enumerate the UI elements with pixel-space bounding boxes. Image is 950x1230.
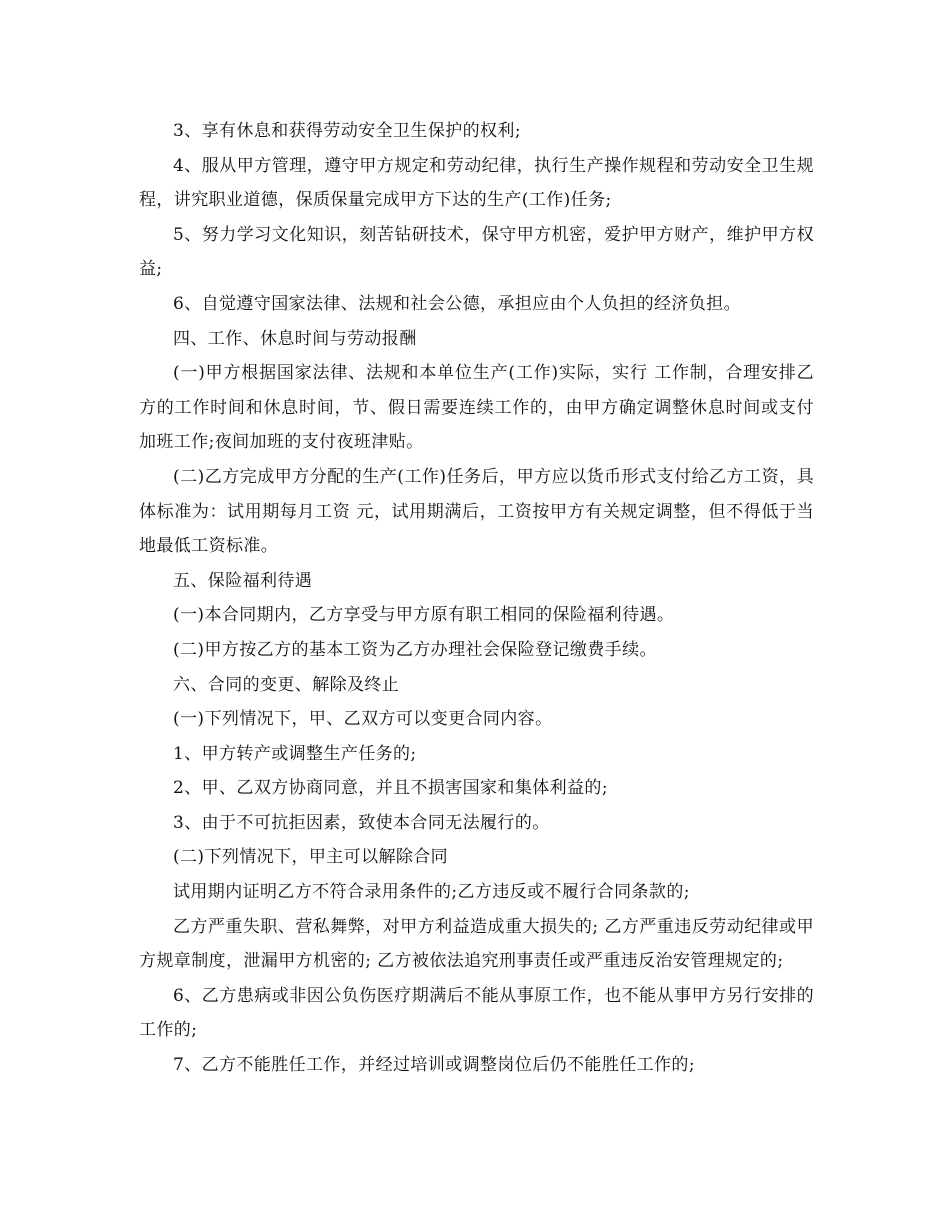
document-body <box>139 114 814 1083</box>
paragraph-obey-law: 6、自觉遵守国家法律、法规和社会公德，承担应由个人负担的经济负担。 <box>173 293 742 314</box>
list-item-change-1: 1、甲方转产或调整生产任务的; <box>173 743 417 764</box>
list-item-termination-misconduct: 乙方严重失职、营私舞弊，对甲方利益造成重大损失的; 乙方严重违反劳动纪律或甲方规章制度，泄漏甲方机密的; 乙方被依法追究刑事责任或严重违反治安管理规定的; <box>139 916 814 972</box>
list-item-termination-illness: 6、乙方患病或非因公负伤医疗期满后不能从事原工作，也不能从事甲方另行安排的工作的; <box>139 985 814 1041</box>
paragraph-rest-right: 3、享有休息和获得劳动安全卫生保护的权利; <box>173 121 521 141</box>
paragraph-study: 5、努力学习文化知识，刻苦钻研技术，保守甲方机密，爱护甲方财产，维护甲方权益; <box>139 224 814 280</box>
paragraph-insurance-benefits: (一)本合同期内，乙方享受与甲方原有职工相同的保险福利待遇。 <box>173 605 675 626</box>
section-heading-work-time: 四、工作、休息时间与劳动报酬 <box>173 328 417 349</box>
paragraph-work-system: (一)甲方根据国家法律、法规和本单位生产(工作)实际，实行 工作制，合理安排乙方的工作时间和休息时间，节、假日需要连续工作的，由甲方确定调整休息时间或支付加班工作;夜间加班的支付夜班津贴。 <box>139 363 814 453</box>
paragraph-wages: (二)乙方完成甲方分配的生产(工作)任务后，甲方应以货币形式支付给乙方工资，具体标准为：试用期每月工资 元，试用期满后，工资按甲方有关规定调整，但不得低于当地最低工资标准。 <box>139 466 814 557</box>
paragraph-social-insurance: (二)甲方按乙方的基本工资为乙方办理社会保险登记缴费手续。 <box>173 639 657 660</box>
list-item-termination-incompetence: 7、乙方不能胜任工作，并经过培训或调整岗位后仍不能胜任工作的; <box>173 1055 695 1076</box>
list-item-change-2: 2、甲、乙双方协商同意，并且不损害国家和集体利益的; <box>173 778 608 799</box>
list-item-change-3: 3、由于不可抗拒因素，致使本合同无法履行的。 <box>173 812 550 833</box>
paragraph-obey-management: 4、服从甲方管理，遵守甲方规定和劳动纪律，执行生产操作规程和劳动安全卫生规程，讲究职业道德，保质保量完成甲方下达的生产(工作)任务; <box>139 155 814 211</box>
section-heading-insurance: 五、保险福利待遇 <box>173 570 313 591</box>
paragraph-termination-conditions: (二)下列情况下，甲主可以解除合同 <box>173 847 449 868</box>
paragraph-change-conditions: (一)下列情况下，甲、乙双方可以变更合同内容。 <box>173 709 553 730</box>
section-heading-contract-change: 六、合同的变更、解除及终止 <box>173 674 400 695</box>
list-item-termination-probation: 试用期内证明乙方不符合录用条件的;乙方违反或不履行合同条款的; <box>173 882 690 903</box>
